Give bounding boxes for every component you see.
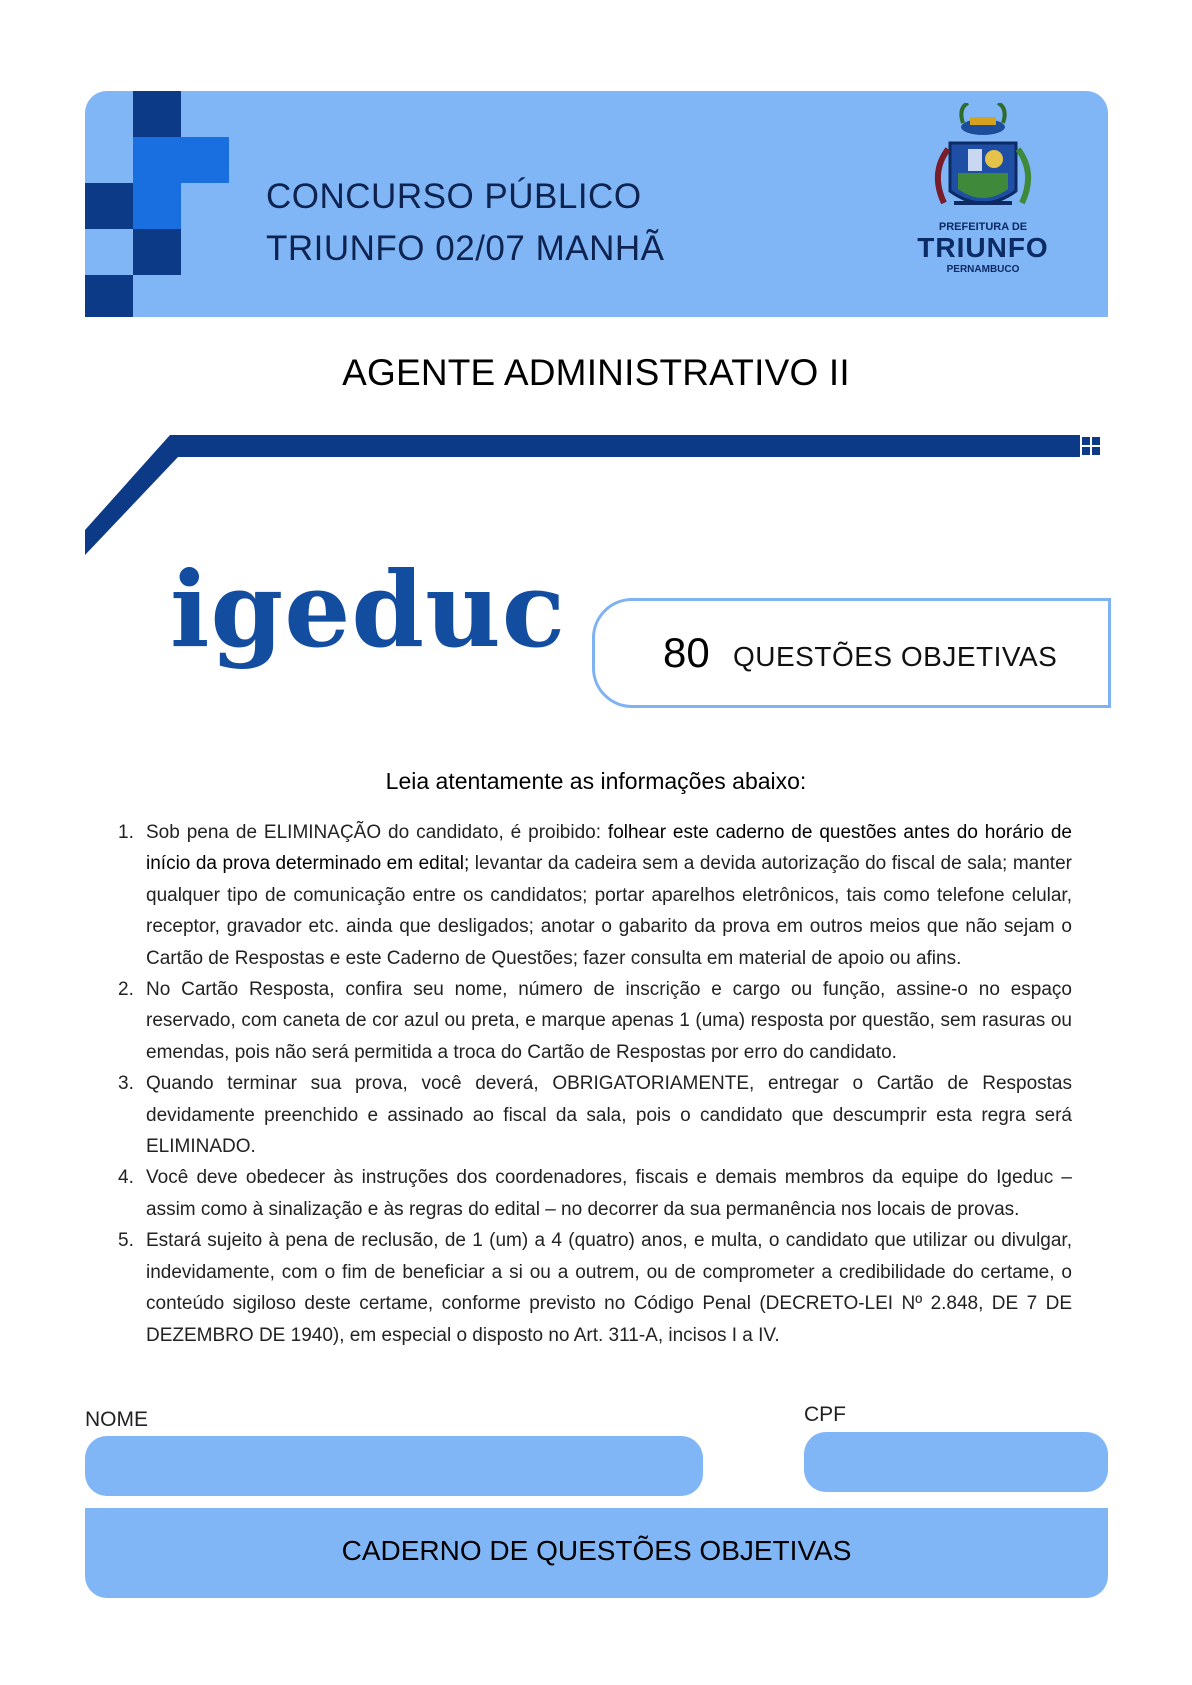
name-field[interactable] [85,1436,703,1496]
instruction-number: 1. [118,822,134,843]
decorative-square [181,137,229,183]
questions-label: QUESTÕES OBJETIVAS [733,641,1058,672]
instruction-number: 5. [118,1230,134,1252]
name-label: NOME [85,1408,148,1431]
igeduc-logo: igeduc [170,548,567,671]
instruction-number: 3. [118,1073,134,1095]
decorative-square [133,137,181,183]
instruction-text: No Cartão Resposta, confira seu nome, número de inscrição e cargo ou função, assine-o no espaço reservado, com caneta de cor azul ou preta, e marque apenas 1 (uma) resposta por questão, sem rasuras ou emendas, pois não será permitida a troca do Cartão de Respostas por erro do candidato. [146,979,1072,1063]
instruction-item [118,974,1072,1068]
instructions-heading: Leia atentamente as informações abaixo: [385,768,807,794]
instruction-item [118,1225,1072,1351]
cpf-field[interactable] [804,1432,1108,1492]
footer-banner [85,1508,1108,1598]
instructions-list [118,817,1072,1351]
logo-top-text: PREFEITURA DE [938,221,1028,233]
decorative-square [85,183,133,229]
exam-title [266,171,664,275]
decorative-square [133,91,181,137]
instruction-item [118,1162,1072,1225]
exam-title-line2: TRIUNFO 02/07 MANHÃ [266,229,665,268]
prefeitura-logo [908,103,1058,273]
logo-main-text: TRIUNFO [917,232,1049,263]
decorative-square [133,183,181,229]
exam-title-line1: CONCURSO PÚBLICO [266,177,642,216]
decorative-stripe [85,435,1110,555]
coat-of-arms-icon [908,103,1058,223]
instruction-text: levantar da cadeira sem a devida autorização do fiscal de sala; manter qualquer tipo de comunicação entre os candidatos; portar aparelhos eletrônicos, tais como telefone celular, receptor, gravador etc. ainda que desligados; anotar o gabarito da prova em outros meios que não sejam o Cartão de Respostas e este Caderno de Questões; fazer consulta em material de apoio ou afins. [146,853,1072,969]
instruction-number: 2. [118,979,134,1001]
cpf-label: CPF [804,1403,846,1426]
questions-box [592,598,1111,708]
decorative-square [133,229,181,275]
instruction-text: Você deve obedecer às instruções dos coordenadores, fiscais e demais membros da equipe do Igeduc – assim como à sinalização e às regras do edital – no decorrer da sua permanência nos locais de provas. [146,1167,1072,1220]
instruction-highlight: folhear este caderno de questões antes do horário de início da prova determinado em edital; [146,822,1072,875]
header-banner [85,91,1108,317]
instruction-text: Quando terminar sua prova, você deverá, OBRIGATORIAMENTE, entregar o Cartão de Respostas devidamente preenchido e assinado ao fiscal da sala, pois o candidato que descumprir esta regra será ELIMINADO. [146,1073,1072,1158]
instruction-text: Estará sujeito à pena de reclusão, de 1 (um) a 4 (quatro) anos, e multa, o candidato que utilizar ou divulgar, indevidamente, com o fim de beneficiar a si ou a outrem, ou de comprometer a credibilidade do certame, o conteúdo sigiloso deste certame, conforme previsto no Código Penal (DECRETO-LEI Nº 2.848, DE 7 DE DEZEMBRO DE 1940), em especial o disposto no Art. 311-A, incisos I a IV. [146,1230,1072,1346]
instruction-text: Sob pena de ELIMINAÇÃO do candidato, é proibido: [146,822,608,843]
footer-title: CADERNO DE QUESTÕES OBJETIVAS [341,1535,852,1566]
instruction-number: 4. [118,1167,134,1189]
instruction-item [118,817,1072,974]
questions-count: 80 [663,629,710,676]
cargo-title: AGENTE ADMINISTRATIVO II [342,352,850,393]
instruction-item [118,1068,1072,1162]
logo-bottom-text: PERNAMBUCO [946,264,1020,275]
decorative-square [85,275,133,317]
